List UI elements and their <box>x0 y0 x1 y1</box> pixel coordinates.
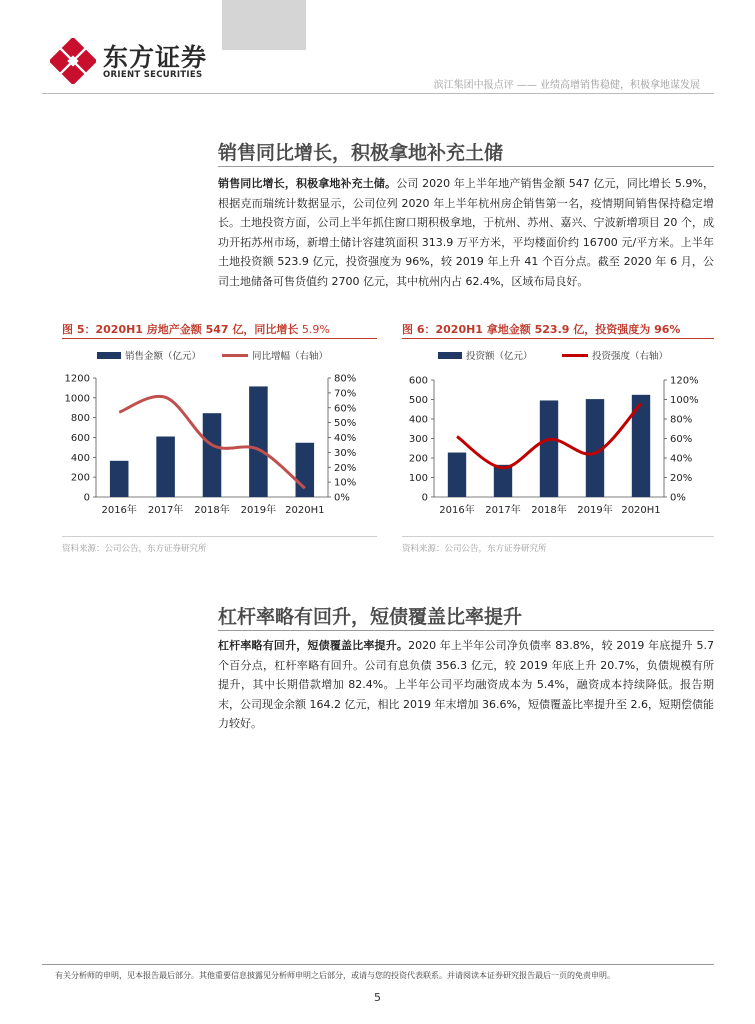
y-tick-label-left: 200 <box>70 472 90 484</box>
y-tick-label-right: 100% <box>670 395 699 406</box>
y-tick-label-left: 300 <box>408 434 428 445</box>
x-tick-label: 2018年 <box>531 505 567 516</box>
figure-6-title <box>402 321 680 337</box>
y-tick-label-left: 800 <box>70 413 90 425</box>
legend-swatch-bar <box>97 352 121 359</box>
bar <box>296 443 315 497</box>
legend-label-line: 同比增幅（右轴） <box>252 351 329 362</box>
y-tick-label-left: 0 <box>83 492 90 504</box>
figure-6-source: 资料来源：公司公告，东方证券研究所 <box>402 544 547 554</box>
bar <box>110 461 129 497</box>
x-tick-label: 2019年 <box>577 505 613 516</box>
bar <box>494 465 512 497</box>
x-tick-label: 2017年 <box>485 505 521 516</box>
y-tick-label-right: 80% <box>670 414 693 426</box>
bar <box>249 386 268 497</box>
x-tick-label: 2017年 <box>147 505 184 516</box>
y-tick-label-left: 600 <box>408 375 428 387</box>
section-title-leverage: 杠杆率略有回升，短债覆盖比率提升 <box>218 606 523 628</box>
x-tick-label: 2016年 <box>101 505 137 516</box>
footer-divider <box>42 964 714 965</box>
y-tick-label-right: 40% <box>334 433 357 444</box>
y-tick-label-right: 0% <box>334 492 350 504</box>
x-tick-label: 2016年 <box>439 505 475 516</box>
figure-5-title-rest: 5.9% <box>298 323 330 336</box>
paragraph-body: 2020 年上半年公司净负债率 83.8%，较 2019 年底提升 5.7 个百分点，杠杆率略有回升。公司有息负债 356.3 亿元，较 2019 年底上升 20.7%，负债规模有所提升，其中长期借款增加 82.4%。上半年公司平均融资成本为 5.4%，融资成本持续降低。报告期末，公司现金余额 164.2 亿元，相比 2019 年末增加 36.6%，短债覆盖比率提升至 2.6，短期偿债能力较好。 <box>218 639 714 730</box>
y-tick-label-right: 50% <box>334 418 357 430</box>
logo-text-en: ORIENT SECURITIES <box>103 70 203 80</box>
y-tick-label-left: 200 <box>408 453 428 465</box>
y-tick-label-right: 70% <box>334 388 357 400</box>
chart-land <box>402 342 714 532</box>
y-tick-label-right: 60% <box>334 403 357 415</box>
report-title: 滨江集团中报点评 —— 业绩高增销售稳健，积极拿地谋发展 <box>433 80 700 91</box>
y-tick-label-right: 60% <box>670 434 693 445</box>
page-number: 5 <box>374 991 381 1004</box>
legend-label-bar: 销售金额（亿元） <box>125 351 202 362</box>
y-tick-label-right: 20% <box>670 473 693 484</box>
y-tick-label-left: 100 <box>408 473 428 484</box>
section-title-sales: 销售同比增长，积极拿地补充土储 <box>218 142 504 164</box>
logo-text-cn: 东方证券 <box>103 43 208 72</box>
x-tick-label: 2019年 <box>240 505 277 516</box>
bar <box>448 453 466 497</box>
figure-5-source-rule <box>62 536 377 537</box>
paragraph-body: 公司 2020 年上半年地产销售金额 547 亿元，同比增长 5.9%，根据克而瑞统计数据显示，公司位列 2020 年上半年杭州房企销售第一名，疫情期间销售保持稳定增长。土地投资方面，公司上半年抓住窗口期积极拿地，于杭州、苏州、嘉兴、宁波新增项目 20 个，成功开拓苏州市场，新增土储计容建筑面积 313.9 万平方米，平均楼面价约 16700 元/平方米。上半年土地投资额 523.9 亿元，投资强度为 96%，较 2019 年上升 41 个百分点。截至 2020 年 6 月，公司土地储备可售货值约 2700 亿元，其中杭州内占 62.4%，区域布局良好。 <box>218 177 715 288</box>
header-gray-band <box>222 0 306 50</box>
figure-6-title-bold: 2020H1 拿地金额 523.9 亿，投资强度为 96% <box>435 323 681 336</box>
y-tick-label-right: 10% <box>334 477 357 489</box>
y-tick-label-left: 0 <box>421 492 428 504</box>
figure-6-source-rule <box>402 536 714 537</box>
y-tick-label-right: 80% <box>334 373 357 385</box>
figure-5-title <box>62 321 330 337</box>
y-tick-label-left: 1000 <box>64 393 90 405</box>
y-tick-label-left: 500 <box>408 395 428 406</box>
y-tick-label-right: 120% <box>670 375 699 387</box>
paragraph-sales <box>218 174 714 291</box>
figure-5-label: 图 5： <box>62 323 96 336</box>
y-tick-label-left: 600 <box>70 433 90 444</box>
figure-6-label: 图 6： <box>402 323 436 336</box>
x-tick-label: 2018年 <box>194 505 230 516</box>
y-tick-label-left: 1200 <box>64 373 90 385</box>
figure-5-title-bold: 2020H1 房地产金额 547 亿，同比增长 <box>95 323 299 336</box>
y-tick-label-right: 0% <box>670 492 686 504</box>
y-tick-label-left: 400 <box>408 414 428 426</box>
x-tick-label: 2020H1 <box>285 505 325 516</box>
bar <box>203 413 222 497</box>
paragraph-lead: 销售同比增长，积极拿地补充土储。 <box>218 177 397 190</box>
section-divider <box>218 630 714 631</box>
footer-disclaimer: 有关分析师的申明，见本报告最后部分。其他重要信息披露见分析师申明之后部分，或请与您的投资代表联系。并请阅读本证券研究报告最后一页的免责申明。 <box>55 971 615 980</box>
y-tick-label-right: 40% <box>670 453 693 465</box>
legend-label-line: 投资强度（右轴） <box>592 351 669 362</box>
section-divider <box>218 166 714 167</box>
chart-sales <box>62 342 377 532</box>
y-tick-label-right: 20% <box>334 462 357 474</box>
paragraph-lead: 杠杆率略有回升，短债覆盖比率提升。 <box>218 639 409 652</box>
legend-swatch-bar <box>438 352 462 359</box>
x-tick-label: 2020H1 <box>621 505 661 516</box>
bar <box>156 437 175 497</box>
paragraph-leverage <box>218 636 714 734</box>
bar <box>540 400 558 497</box>
legend-label-bar: 投资额（亿元） <box>466 351 533 362</box>
figure-6-rule <box>402 338 714 339</box>
header-divider <box>42 93 714 94</box>
y-tick-label-right: 30% <box>334 447 357 459</box>
y-tick-label-left: 400 <box>70 452 90 464</box>
figure-5-rule <box>62 338 377 339</box>
figure-5-source: 资料来源：公司公告，东方证券研究所 <box>62 544 207 554</box>
orient-logo-icon <box>50 38 96 84</box>
